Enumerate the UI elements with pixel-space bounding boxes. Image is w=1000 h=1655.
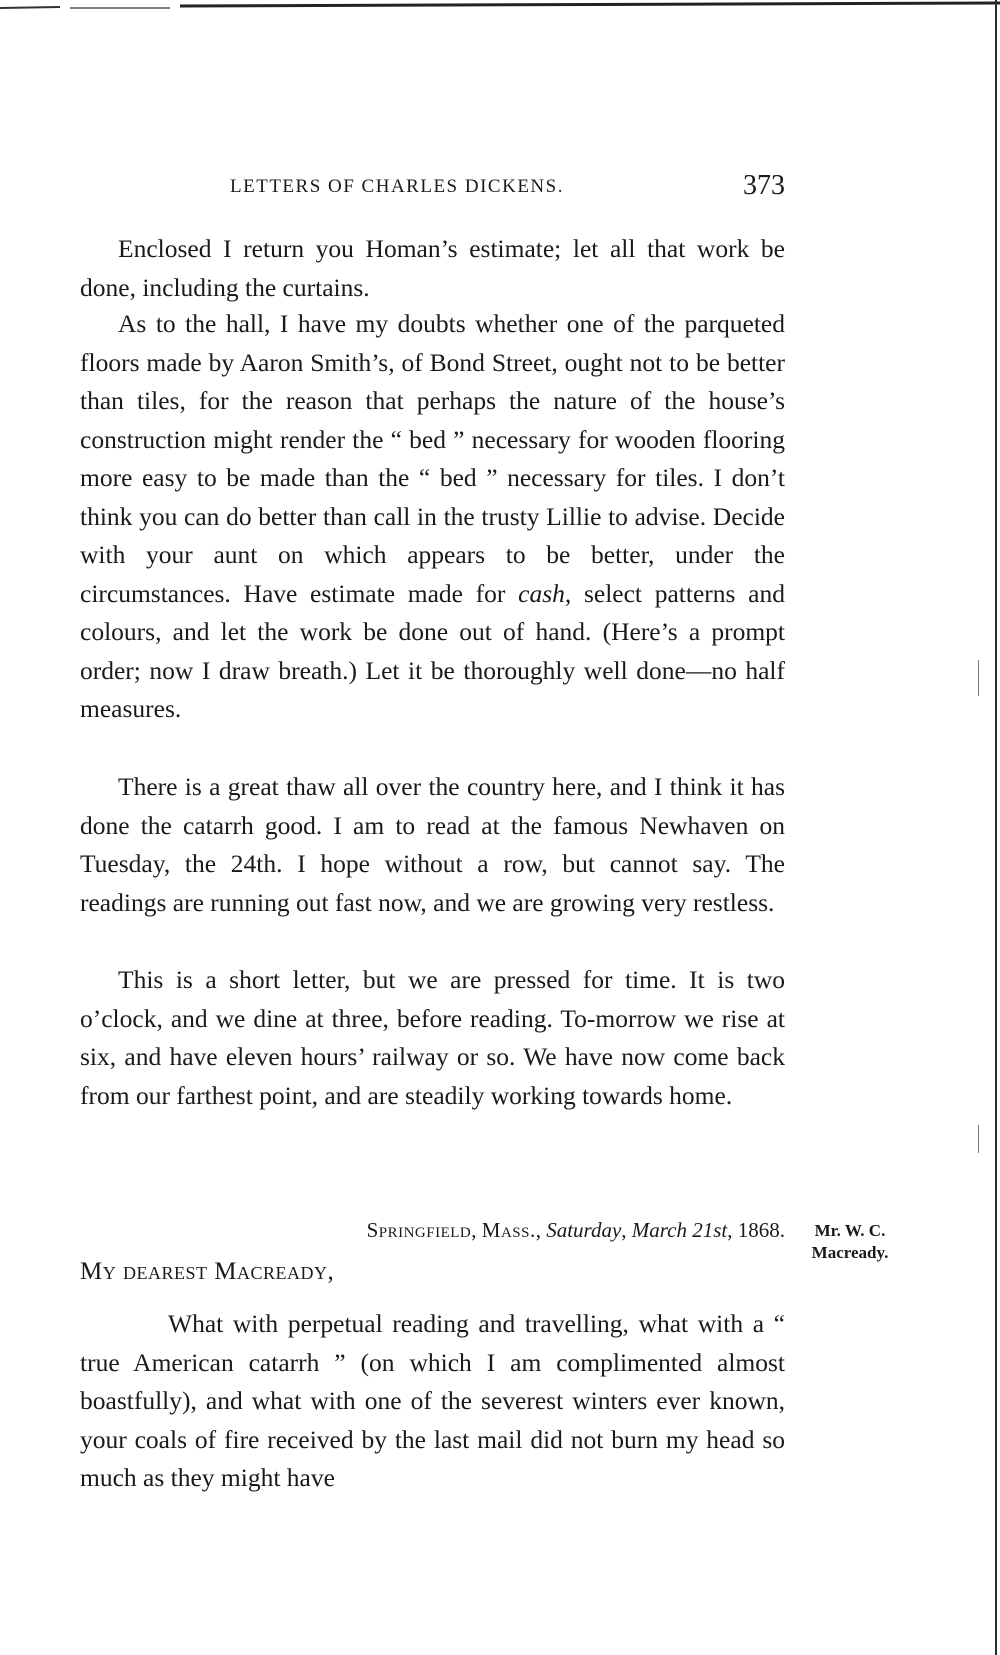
- emphasis-cash: cash: [518, 578, 565, 608]
- paragraph-estimate: [80, 230, 785, 307]
- paragraph-text: Enclosed I return you Homan’s estimate; let all that work be done, including the curtains.: [80, 234, 785, 302]
- letter-dateline: Springfield, Mass., Saturday, March 21st, 1868.: [366, 1218, 785, 1242]
- paragraph-hall: [80, 305, 785, 729]
- letter-salutation: My dearest Macready,: [80, 1258, 335, 1285]
- scan-mark: [978, 1125, 979, 1153]
- top-scan-edge: [0, 0, 1000, 14]
- running-head: LETTERS OF CHARLES DICKENS.: [230, 176, 564, 197]
- paragraph-text: This is a short letter, but we are pressed for time. It is two o’clock, and we dine at three, before reading. To-morrow we rise at six, and have eleven hours’ railway or so. We have now come back from our farthest point, and are steadily working towards home.: [80, 965, 785, 1110]
- paragraph-text: What with perpetual reading and travelling, what with a “ true American catarrh ” (on which I am complimented almost boastfully), and what with one of the severest winters ever known, your coals of fire received by the last mail did not burn my head so much as they might have: [80, 1309, 785, 1492]
- paragraph-text: There is a great thaw all over the country here, and I think it has done the catarrh good. I am to read at the famous Newhaven on Tuesday, the 24th. I hope without a row, but cannot say. The readings are running out fast now, and we are growing very restless.: [80, 772, 785, 917]
- margin-note: [800, 1220, 900, 1264]
- right-scan-edge: [995, 0, 997, 1655]
- margin-note-line: Mr. W. C.: [814, 1221, 886, 1240]
- paragraph-short-letter: [80, 961, 785, 1115]
- paragraph-text: [80, 305, 785, 729]
- dateline-day: Saturday: [546, 1218, 622, 1242]
- dateline-date: March 21st: [631, 1218, 728, 1242]
- paragraph-macready-letter: [80, 1305, 785, 1498]
- dateline-place: Springfield: [366, 1218, 472, 1242]
- page-header: [230, 170, 785, 210]
- paragraph-text-end: , select patterns and colours, and let the work be done out of hand. (Here’s a prompt order; now I draw breath.) Let it be thoroughly well done—no half measures.: [80, 578, 785, 723]
- scan-mark: [978, 660, 979, 696]
- dateline-state: Mass.: [481, 1218, 536, 1242]
- paragraph-text-start: As to the hall, I have my doubts whether one of the parqueted floors made by Aaron Smith’s, of Bond Street, ought not to be better than tiles, for the reason that perhaps the nature of the house’s construction might render the “ bed ” necessary for wooden flooring more easy to be made than the “ bed ” necessary for tiles. I don’t think you can do better than call in the trusty Lillie to advise. Decide with your aunt on which appears to be better, under the circumstances. Have estimate made for: [80, 309, 785, 608]
- page-number: 373: [743, 170, 785, 201]
- dateline-year: 1868.: [737, 1218, 785, 1242]
- paragraph-thaw: [80, 768, 785, 922]
- margin-note-line: Macready.: [811, 1243, 889, 1262]
